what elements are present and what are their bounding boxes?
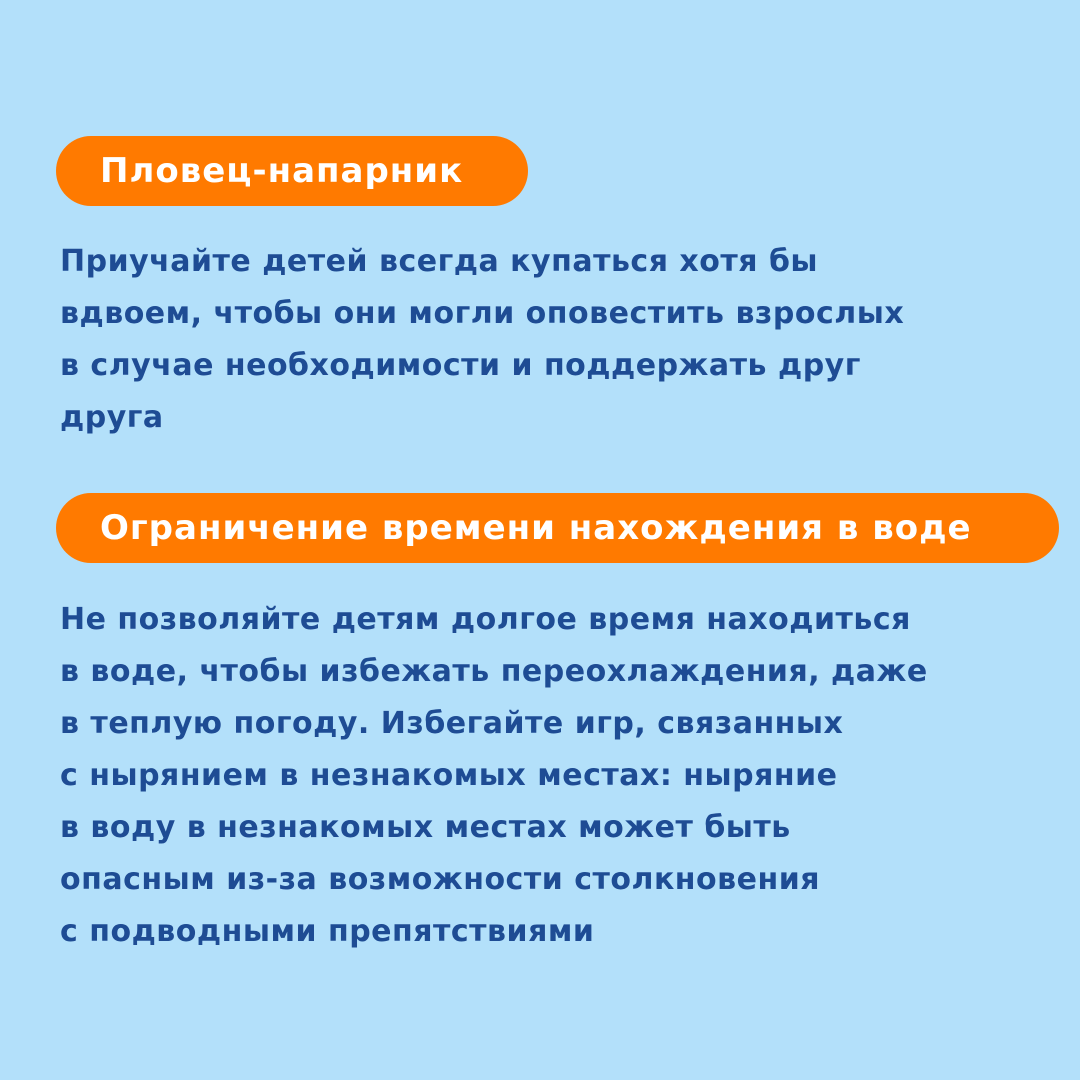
section-heading-time-limit (56, 493, 1059, 563)
body-line: Не позволяйте детям долгое время находиться (60, 602, 911, 637)
section-heading-buddy-swimmer (56, 136, 528, 206)
section-body-time-limit (60, 594, 928, 958)
section-heading-text: Ограничение времени нахождения в воде (100, 508, 972, 548)
body-line: опасным из-за возможности столкновения (60, 862, 820, 897)
body-line: в воду в незнакомых местах может быть (60, 810, 791, 845)
body-line: вдвоем, чтобы они могли оповестить взрослых (60, 296, 905, 331)
body-line: в случае необходимости и поддержать друг (60, 348, 861, 383)
body-line: в воде, чтобы избежать переохлаждения, даже (60, 654, 928, 689)
body-line: Приучайте детей всегда купаться хотя бы (60, 244, 819, 279)
body-line: с нырянием в незнакомых местах: ныряние (60, 758, 838, 793)
body-line: друга (60, 400, 164, 435)
section-body-buddy-swimmer (60, 236, 904, 444)
section-heading-text: Пловец-напарник (100, 151, 464, 191)
body-line: в теплую погоду. Избегайте игр, связанных (60, 706, 844, 741)
body-line: с подводными препятствиями (60, 914, 595, 949)
